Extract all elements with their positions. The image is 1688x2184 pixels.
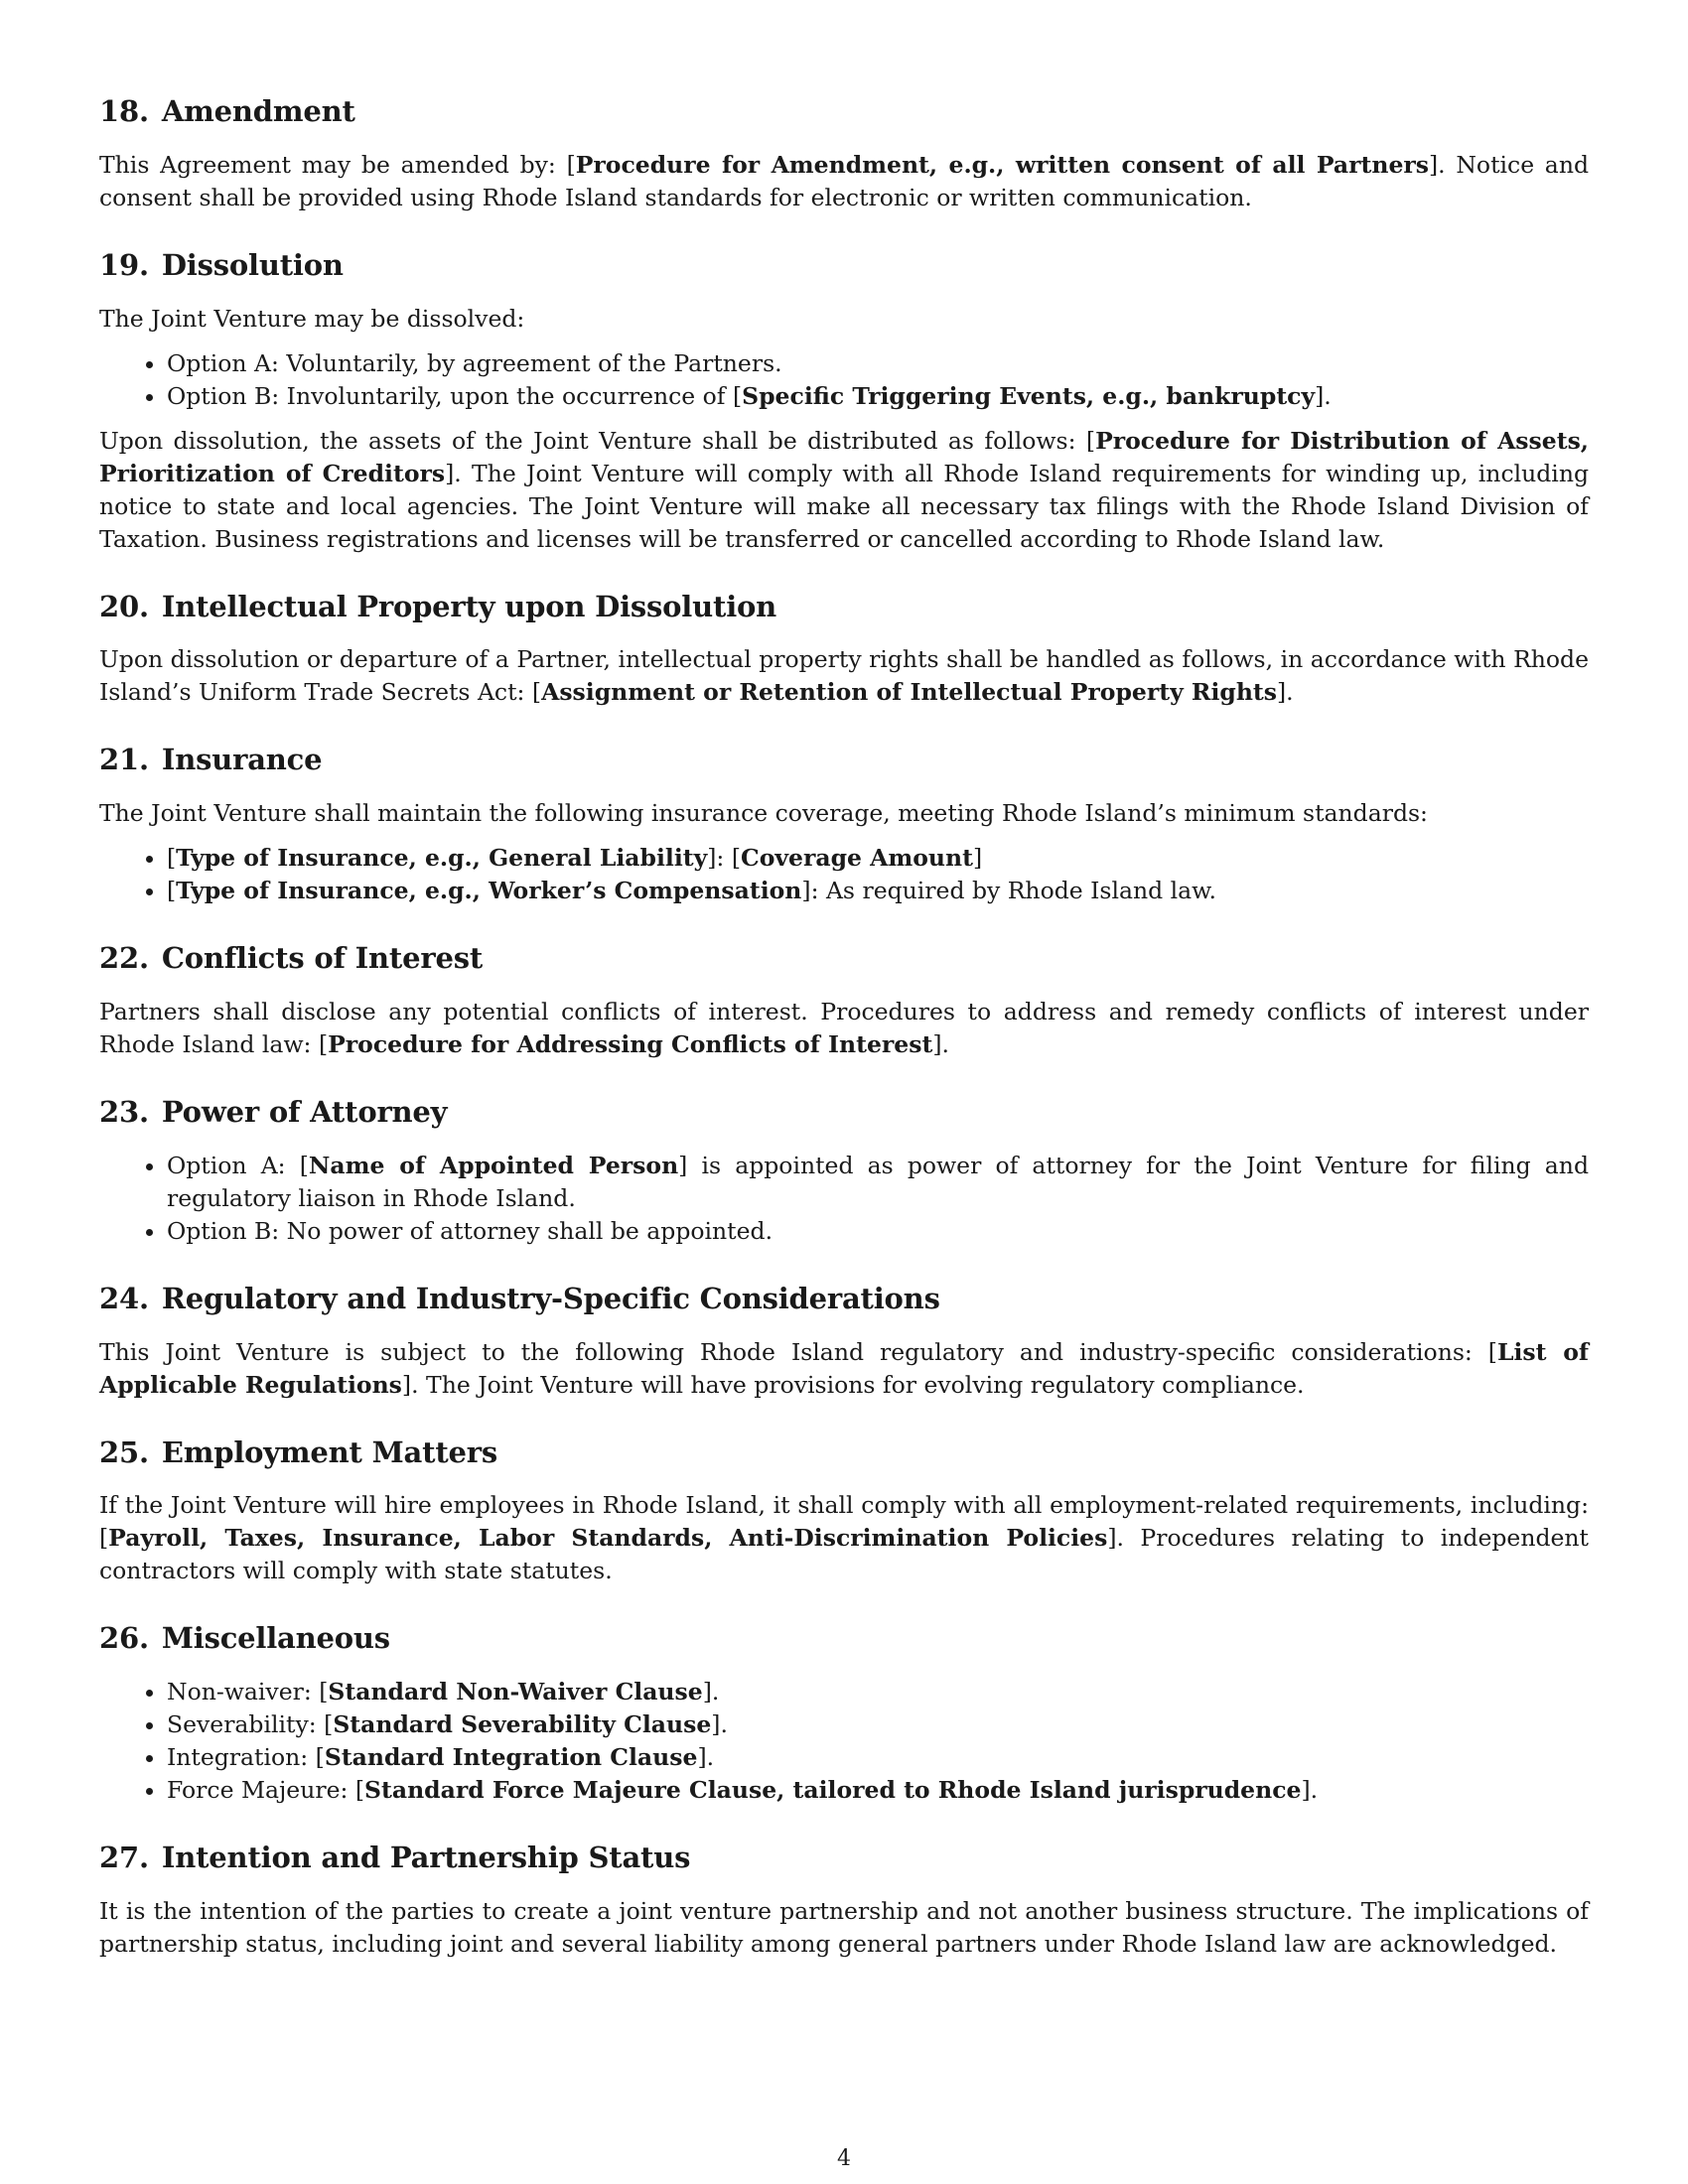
text-run: ]: [972, 844, 983, 873]
section-number: 26.: [99, 1621, 149, 1656]
text-run: [: [167, 877, 177, 905]
text-run: Non-waiver: [: [167, 1678, 329, 1706]
text-run: ].: [702, 1678, 720, 1706]
section-number: 25.: [99, 1434, 149, 1469]
section-19: [99, 248, 1589, 556]
paragraph: [99, 425, 1589, 556]
text-run: Upon dissolution or departure of a Partner, intellectual property rights shall be handled as follows, in accordance with Rhode Island’s Uniform Trade Secrets Act: [: [99, 645, 1589, 707]
list-item: [167, 1741, 1589, 1774]
text-run: It is the intention of the parties to create a joint venture partnership and not another business structure. The implications of partnership status, including joint and several liability among general partners under Rhode Island law are acknowledged.: [99, 1896, 1589, 1958]
paragraph: [99, 1336, 1589, 1402]
section-22: [99, 941, 1589, 1061]
bullet-list: [99, 842, 1589, 907]
placeholder-text: Standard Force Majeure Clause, tailored to Rhode Island jurisprudence: [364, 1776, 1302, 1805]
placeholder-text: Procedure for Amendment, e.g., written consent of all Partners: [575, 150, 1430, 179]
section-heading: [99, 94, 1589, 129]
text-run: Upon dissolution, the assets of the Joint Venture shall be distributed as follows: [: [99, 426, 1096, 455]
list-item: [167, 1215, 1589, 1248]
section-heading: [99, 941, 1589, 976]
placeholder-text: Payroll, Taxes, Insurance, Labor Standards, Anti-Discrimination Policies: [108, 1524, 1108, 1553]
list-item: [167, 1676, 1589, 1708]
placeholder-text: Standard Integration Clause: [324, 1743, 698, 1772]
text-run: ]. Notice and consent shall be provided using Rhode Island standards for electronic or written communication.: [99, 150, 1589, 211]
bullet-list: [99, 1676, 1589, 1807]
paragraph: [99, 797, 1589, 830]
section-title: Intention and Partnership Status: [161, 1841, 691, 1875]
text-run: ].: [1315, 381, 1332, 410]
section-21: [99, 743, 1589, 907]
text-run: Option A: [: [167, 1151, 309, 1179]
text-run: ]. The Joint Venture will have provisions for evolving regulatory compliance.: [401, 1370, 1305, 1399]
list-item: [167, 1150, 1589, 1215]
paragraph: [99, 643, 1589, 709]
text-run: ].: [711, 1710, 728, 1739]
placeholder-text: Specific Triggering Events, e.g., bankruptcy: [742, 381, 1316, 410]
section-number: 23.: [99, 1094, 149, 1129]
section-heading: [99, 1621, 1589, 1656]
section-title: Conflicts of Interest: [161, 941, 484, 976]
paragraph: [99, 1895, 1589, 1961]
section-18: [99, 94, 1589, 214]
section-number: 20.: [99, 589, 149, 623]
text-run: ].: [932, 1029, 949, 1058]
placeholder-text: Type of Insurance, e.g., General Liability: [176, 844, 708, 873]
list-item: [167, 875, 1589, 907]
section-number: 27.: [99, 1841, 149, 1875]
section-title: Amendment: [161, 94, 355, 128]
text-run: ].: [697, 1743, 715, 1772]
page-number: 4: [837, 2146, 851, 2171]
text-run: If the Joint Venture will hire employees in Rhode Island, it shall comply with all employment-related requirements, including: [: [99, 1491, 1589, 1553]
placeholder-text: Coverage Amount: [741, 844, 973, 873]
section-heading: [99, 1282, 1589, 1316]
text-run: Force Majeure: [: [167, 1776, 365, 1805]
placeholder-text: Name of Appointed Person: [308, 1151, 679, 1179]
section-heading: [99, 1095, 1589, 1130]
text-run: Option B: Involuntarily, upon the occurrence of [: [167, 381, 743, 410]
section-title: Power of Attorney: [161, 1094, 448, 1129]
text-run: This Joint Venture is subject to the following Rhode Island regulatory and industry-specific considerations: [: [99, 1337, 1497, 1366]
section-heading: [99, 248, 1589, 283]
list-item: [167, 1708, 1589, 1741]
section-20: [99, 590, 1589, 710]
text-run: Option B: No power of attorney shall be appointed.: [167, 1216, 774, 1245]
list-item: [167, 380, 1589, 413]
section-title: Miscellaneous: [161, 1621, 390, 1656]
text-run: This Agreement may be amended by:: [99, 150, 567, 179]
text-run: [: [566, 150, 576, 179]
text-run: ].: [1277, 678, 1294, 707]
bullet-list: [99, 347, 1589, 413]
placeholder-text: List of Applicable Regulations: [99, 1337, 1589, 1399]
section-number: 24.: [99, 1281, 149, 1315]
section-title: Dissolution: [161, 247, 344, 282]
section-title: Intellectual Property upon Dissolution: [161, 589, 777, 623]
text-run: The Joint Venture shall maintain the following insurance coverage, meeting Rhode Island’s minimum standards:: [99, 799, 1428, 828]
section-number: 18.: [99, 94, 149, 128]
paragraph: [99, 1489, 1589, 1587]
placeholder-text: Standard Non-Waiver Clause: [328, 1678, 703, 1706]
bullet-list: [99, 1150, 1589, 1248]
text-run: Integration: [: [167, 1743, 325, 1772]
text-run: Option A: Voluntarily, by agreement of the Partners.: [167, 348, 782, 377]
text-run: ]: [: [707, 844, 741, 873]
list-item: [167, 842, 1589, 875]
section-heading: [99, 1435, 1589, 1470]
list-item: [167, 347, 1589, 380]
paragraph: [99, 303, 1589, 336]
section-number: 22.: [99, 941, 149, 976]
text-run: Severability: [: [167, 1710, 334, 1739]
section-title: Regulatory and Industry-Specific Considerations: [161, 1281, 940, 1315]
placeholder-text: Standard Severability Clause: [333, 1710, 712, 1739]
text-run: ]. Procedures relating to independent contractors will comply with state statutes.: [99, 1524, 1590, 1585]
section-number: 21.: [99, 743, 149, 777]
section-25: [99, 1435, 1589, 1588]
text-run: Partners shall disclose any potential conflicts of interest. Procedures to address and remedy conflicts of interest under Rhode Island law: [: [99, 997, 1589, 1058]
section-title: Insurance: [161, 743, 323, 777]
placeholder-text: Type of Insurance, e.g., Worker’s Compensation: [176, 877, 802, 905]
placeholder-text: Assignment or Retention of Intellectual Property Rights: [541, 678, 1277, 707]
placeholder-text: Procedure for Distribution of Assets, Prioritization of Creditors: [99, 426, 1589, 487]
section-23: [99, 1095, 1589, 1248]
text-run: ]. The Joint Venture will comply with all Rhode Island requirements for winding up, including notice to state and local agencies. The Joint Venture will make all necessary tax filings with the Rhode Island Division of Taxation. Business registrations and licenses will be transferred or cancelled according to Rhode Island law.: [99, 459, 1589, 553]
text-run: ].: [1301, 1776, 1319, 1805]
text-run: ] is appointed as power of attorney for the Joint Venture for filing and regulatory liaison in Rhode Island.: [167, 1151, 1589, 1212]
section-title: Employment Matters: [161, 1434, 497, 1469]
text-run: ]: As required by Rhode Island law.: [801, 877, 1216, 905]
section-heading: [99, 743, 1589, 777]
document-body: [99, 94, 1589, 1994]
text-run: The Joint Venture may be dissolved:: [99, 304, 525, 333]
section-24: [99, 1282, 1589, 1402]
section-heading: [99, 590, 1589, 624]
section-heading: [99, 1841, 1589, 1875]
section-26: [99, 1621, 1589, 1807]
paragraph: [99, 149, 1589, 214]
section-number: 19.: [99, 247, 149, 282]
paragraph: [99, 996, 1589, 1061]
text-run: [: [167, 844, 177, 873]
list-item: [167, 1774, 1589, 1807]
placeholder-text: Procedure for Addressing Conflicts of Interest: [328, 1029, 933, 1058]
section-27: [99, 1841, 1589, 1961]
